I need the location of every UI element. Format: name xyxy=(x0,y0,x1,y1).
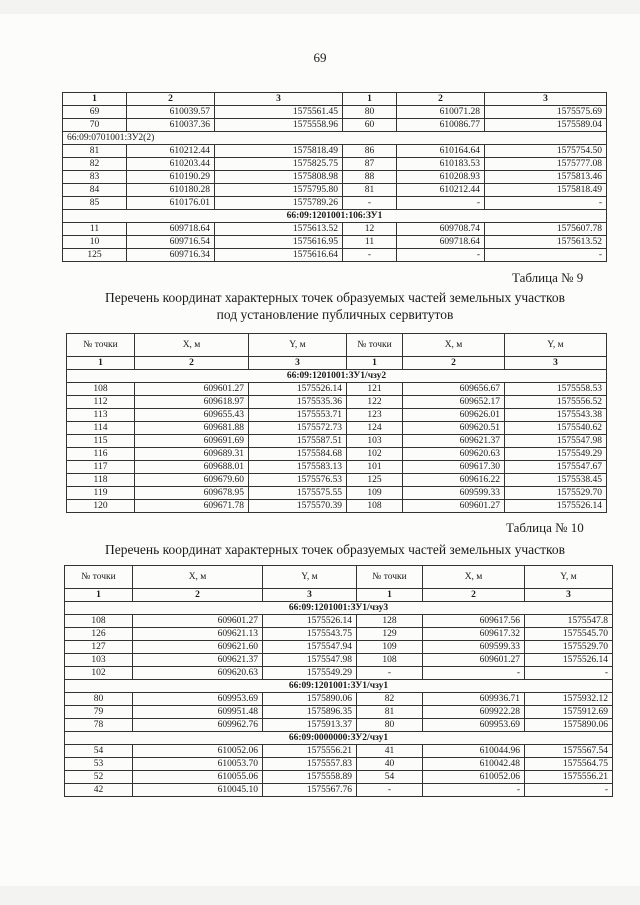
header-cell: X, м xyxy=(133,566,263,589)
table-row xyxy=(67,474,607,487)
header-cell: № точки xyxy=(347,334,403,357)
section-row xyxy=(65,732,613,745)
coordinate-cell: 609601.27 xyxy=(423,654,525,667)
coordinate-cell: 1575529.70 xyxy=(525,641,613,654)
coordinate-cell: 1575583.13 xyxy=(249,461,347,474)
table-row xyxy=(65,693,613,706)
coordinate-cell: - xyxy=(397,249,485,262)
table-row xyxy=(65,628,613,641)
coordinate-cell: 1575576.53 xyxy=(249,474,347,487)
point-number-cell: 42 xyxy=(65,784,133,797)
table-10-title-line1: Перечень координат характерных точек образуемых частей земельных участков xyxy=(104,542,566,557)
coordinate-cell: 610052.06 xyxy=(423,771,525,784)
coordinate-cell: 609679.60 xyxy=(135,474,249,487)
table-9-title xyxy=(40,289,630,323)
table-9-title-line1: Перечень координат характерных точек образуемых частей земельных участков xyxy=(104,290,566,305)
table-row xyxy=(65,706,613,719)
coordinate-cell: 610052.06 xyxy=(133,745,263,758)
coordinate-cell: 609718.64 xyxy=(127,223,215,236)
coordinate-cell: 1575567.54 xyxy=(525,745,613,758)
coordinate-cell: 1575538.45 xyxy=(505,474,607,487)
coordinate-cell: 610212.44 xyxy=(397,184,485,197)
point-number-cell: 102 xyxy=(347,448,403,461)
point-number-cell: 128 xyxy=(357,615,423,628)
coordinate-cell: 609621.60 xyxy=(133,641,263,654)
coordinate-cell: 1575547.98 xyxy=(505,435,607,448)
header-cell: Y, м xyxy=(263,566,357,589)
coordinate-cell: - xyxy=(525,784,613,797)
coordinate-cell: - xyxy=(423,667,525,680)
table-row xyxy=(67,435,607,448)
point-number-cell: 103 xyxy=(65,654,133,667)
coordinate-cell: 1575564.75 xyxy=(525,758,613,771)
table-10-title xyxy=(40,541,630,558)
coordinate-cell: 610208.93 xyxy=(397,171,485,184)
cadastral-number: 66:09:1201001:ЗУ1/чзу1 xyxy=(65,680,613,693)
table-row xyxy=(67,422,607,435)
col-index: 2 xyxy=(403,357,505,370)
table-row xyxy=(67,487,607,500)
cadastral-number: 66:09:0000000:ЗУ2/чзу1 xyxy=(65,732,613,745)
table-row xyxy=(67,409,607,422)
coordinate-cell: 609620.63 xyxy=(403,448,505,461)
point-number-cell: - xyxy=(357,784,423,797)
coordinate-cell: 609953.69 xyxy=(423,719,525,732)
coordinate-cell: 609601.27 xyxy=(133,615,263,628)
coordinate-cell: 1575547.94 xyxy=(263,641,357,654)
coordinate-cell: 609656.67 xyxy=(403,383,505,396)
coordinate-cell: 1575558.53 xyxy=(505,383,607,396)
table-10-label: Таблица № 10 xyxy=(506,520,584,535)
table-row xyxy=(65,667,613,680)
point-number-cell: 82 xyxy=(63,158,127,171)
coordinate-cell: 1575613.52 xyxy=(485,236,607,249)
table-row xyxy=(65,745,613,758)
coordinate-cell: 1575890.06 xyxy=(525,719,613,732)
cadastral-number: 66:09:0701001:ЗУ2(2) xyxy=(63,132,607,145)
table-row xyxy=(63,171,607,184)
coordinate-cell: 1575616.64 xyxy=(215,249,343,262)
coordinate-cell: 1575526.14 xyxy=(249,383,347,396)
table-row xyxy=(63,119,607,132)
point-number-cell: 114 xyxy=(67,422,135,435)
section-row xyxy=(65,680,613,693)
point-number-cell: 126 xyxy=(65,628,133,641)
col-index: 1 xyxy=(65,589,133,602)
coordinate-cell: 609962.76 xyxy=(133,719,263,732)
coordinate-cell: 609621.13 xyxy=(133,628,263,641)
point-number-cell: 119 xyxy=(67,487,135,500)
table-row xyxy=(65,771,613,784)
coordinate-cell: 1575535.36 xyxy=(249,396,347,409)
coordinate-cell: 609652.17 xyxy=(403,396,505,409)
point-number-cell: 115 xyxy=(67,435,135,448)
col-index: 3 xyxy=(263,589,357,602)
coordinate-cell: 610190.29 xyxy=(127,171,215,184)
coordinate-cell: 609688.01 xyxy=(135,461,249,474)
header-cell: Y, м xyxy=(505,334,607,357)
point-number-cell: 12 xyxy=(343,223,397,236)
col-index: 2 xyxy=(133,589,263,602)
coordinate-cell: 609621.37 xyxy=(133,654,263,667)
header-cell: № точки xyxy=(65,566,133,589)
col-index: 2 xyxy=(127,93,215,106)
coordinate-cell: 1575754.50 xyxy=(485,145,607,158)
coordinate-cell: - xyxy=(423,784,525,797)
coordinate-cell: 610044.96 xyxy=(423,745,525,758)
section-row xyxy=(65,602,613,615)
point-number-cell: 102 xyxy=(65,667,133,680)
table-row xyxy=(63,106,607,119)
coordinate-cell: 609922.28 xyxy=(423,706,525,719)
coordinate-cell: - xyxy=(397,197,485,210)
header-cell: Y, м xyxy=(249,334,347,357)
coordinate-cell: 610180.28 xyxy=(127,184,215,197)
point-number-cell: 84 xyxy=(63,184,127,197)
point-number-cell: - xyxy=(343,249,397,262)
column-index-row xyxy=(63,93,607,106)
coordinate-cell: 609617.30 xyxy=(403,461,505,474)
coordinate-cell: 1575890.06 xyxy=(263,693,357,706)
point-number-cell: 81 xyxy=(63,145,127,158)
coordinate-cell: 1575543.38 xyxy=(505,409,607,422)
table-row xyxy=(63,145,607,158)
header-cell: № точки xyxy=(67,334,135,357)
column-index-row xyxy=(65,589,613,602)
coordinate-cell: 1575540.62 xyxy=(505,422,607,435)
coordinate-cell: 1575613.52 xyxy=(215,223,343,236)
coordinate-cell: 1575896.35 xyxy=(263,706,357,719)
table-9-label: Таблица № 9 xyxy=(512,270,584,285)
table-row xyxy=(65,784,613,797)
coordinate-cell: 609621.37 xyxy=(403,435,505,448)
header-cell: X, м xyxy=(423,566,525,589)
page-number: 69 xyxy=(313,50,327,65)
point-number-cell: 10 xyxy=(63,236,127,249)
coordinate-cell: 609716.34 xyxy=(127,249,215,262)
coordinate-cell: 609599.33 xyxy=(423,641,525,654)
coordinate-cell: 1575526.14 xyxy=(505,500,607,513)
col-index: 3 xyxy=(485,93,607,106)
coordinate-cell: 609716.54 xyxy=(127,236,215,249)
table-row xyxy=(67,461,607,474)
coordinate-cell: 1575557.83 xyxy=(263,758,357,771)
point-number-cell: 120 xyxy=(67,500,135,513)
coordinate-cell: 609671.78 xyxy=(135,500,249,513)
point-number-cell: 108 xyxy=(65,615,133,628)
point-number-cell: 69 xyxy=(63,106,127,119)
col-index: 3 xyxy=(525,589,613,602)
coordinate-cell: 610045.10 xyxy=(133,784,263,797)
table-row xyxy=(63,197,607,210)
point-number-cell: 88 xyxy=(343,171,397,184)
point-number-cell: 40 xyxy=(357,758,423,771)
header-row xyxy=(65,566,613,589)
col-index: 3 xyxy=(505,357,607,370)
coordinate-cell: 609936.71 xyxy=(423,693,525,706)
coordinate-cell: 610071.28 xyxy=(397,106,485,119)
point-number-cell: - xyxy=(343,197,397,210)
table-10 xyxy=(64,565,613,797)
coordinate-cell: 1575549.29 xyxy=(263,667,357,680)
table-row xyxy=(67,396,607,409)
point-number-cell: 124 xyxy=(347,422,403,435)
point-number-cell: 82 xyxy=(357,693,423,706)
point-number-cell: 117 xyxy=(67,461,135,474)
header-row xyxy=(67,334,607,357)
point-number-cell: 80 xyxy=(65,693,133,706)
coordinate-cell: 1575567.76 xyxy=(263,784,357,797)
coordinate-cell: 1575813.46 xyxy=(485,171,607,184)
cadastral-number: 66:09:1201001:ЗУ1/чзу3 xyxy=(65,602,613,615)
point-number-cell: 70 xyxy=(63,119,127,132)
point-number-cell: 81 xyxy=(343,184,397,197)
coordinate-cell: 610203.44 xyxy=(127,158,215,171)
coordinate-cell: 610176.01 xyxy=(127,197,215,210)
header-cell: X, м xyxy=(135,334,249,357)
table-row xyxy=(67,448,607,461)
table-row xyxy=(65,641,613,654)
coordinate-cell: 1575912.69 xyxy=(525,706,613,719)
coordinate-cell: 1575547.98 xyxy=(263,654,357,667)
point-number-cell: 53 xyxy=(65,758,133,771)
coordinate-cell: 609689.31 xyxy=(135,448,249,461)
coordinate-cell: 1575561.45 xyxy=(215,106,343,119)
point-number-cell: 103 xyxy=(347,435,403,448)
coordinate-cell: 1575589.04 xyxy=(485,119,607,132)
point-number-cell: 125 xyxy=(347,474,403,487)
coordinate-cell: 1575526.14 xyxy=(263,615,357,628)
coordinate-cell: 609655.43 xyxy=(135,409,249,422)
coordinate-cell: 1575570.39 xyxy=(249,500,347,513)
coordinate-cell: 1575556.21 xyxy=(263,745,357,758)
coordinate-cell: 1575547.8 xyxy=(525,615,613,628)
table-row xyxy=(65,615,613,628)
coordinate-cell: - xyxy=(485,249,607,262)
coordinate-cell: 1575556.52 xyxy=(505,396,607,409)
coordinate-cell: 609678.95 xyxy=(135,487,249,500)
col-index: 1 xyxy=(343,93,397,106)
cadastral-number: 66:09:1201001:ЗУ1/чзу2 xyxy=(67,370,607,383)
coordinate-cell: 1575818.49 xyxy=(215,145,343,158)
point-number-cell: 129 xyxy=(357,628,423,641)
point-number-cell: 54 xyxy=(357,771,423,784)
point-number-cell: 52 xyxy=(65,771,133,784)
coordinate-cell: 1575529.70 xyxy=(505,487,607,500)
coordinate-cell: 1575795.80 xyxy=(215,184,343,197)
coordinate-cell: - xyxy=(525,667,613,680)
column-index-row xyxy=(67,357,607,370)
point-number-cell: 125 xyxy=(63,249,127,262)
point-number-cell: 81 xyxy=(357,706,423,719)
section-row xyxy=(67,370,607,383)
point-number-cell: 108 xyxy=(357,654,423,667)
point-number-cell: 80 xyxy=(357,719,423,732)
coordinate-cell: 610042.48 xyxy=(423,758,525,771)
table-row xyxy=(63,223,607,236)
point-number-cell: 11 xyxy=(343,236,397,249)
point-number-cell: 127 xyxy=(65,641,133,654)
point-number-cell: 80 xyxy=(343,106,397,119)
coordinate-cell: 1575549.29 xyxy=(505,448,607,461)
coordinate-cell: 1575789.26 xyxy=(215,197,343,210)
col-index: 2 xyxy=(135,357,249,370)
col-index: 1 xyxy=(67,357,135,370)
point-number-cell: 123 xyxy=(347,409,403,422)
point-number-cell: 108 xyxy=(67,383,135,396)
coordinate-cell: 610183.53 xyxy=(397,158,485,171)
coordinate-cell: 1575616.95 xyxy=(215,236,343,249)
coordinate-cell: 609691.69 xyxy=(135,435,249,448)
col-index: 1 xyxy=(347,357,403,370)
point-number-cell: 78 xyxy=(65,719,133,732)
point-number-cell: 60 xyxy=(343,119,397,132)
table-9 xyxy=(66,333,607,513)
point-number-cell: 109 xyxy=(347,487,403,500)
coordinate-cell: 609618.97 xyxy=(135,396,249,409)
coordinate-cell: 609681.88 xyxy=(135,422,249,435)
point-number-cell: 41 xyxy=(357,745,423,758)
point-number-cell: 112 xyxy=(67,396,135,409)
col-index: 3 xyxy=(249,357,347,370)
coordinate-cell: 609599.33 xyxy=(403,487,505,500)
col-index: 3 xyxy=(215,93,343,106)
coordinate-cell: 1575558.96 xyxy=(215,119,343,132)
point-number-cell: 85 xyxy=(63,197,127,210)
point-number-cell: 87 xyxy=(343,158,397,171)
coordinate-cell: 610086.77 xyxy=(397,119,485,132)
coordinate-cell: 610039.57 xyxy=(127,106,215,119)
coordinate-cell: 1575818.49 xyxy=(485,184,607,197)
coordinate-cell: 1575572.73 xyxy=(249,422,347,435)
coordinate-cell: - xyxy=(485,197,607,210)
point-number-cell: - xyxy=(357,667,423,680)
coordinate-cell: 609718.64 xyxy=(397,236,485,249)
col-index: 2 xyxy=(397,93,485,106)
col-index: 1 xyxy=(357,589,423,602)
coordinate-cell: 1575825.75 xyxy=(215,158,343,171)
coordinate-cell: 609951.48 xyxy=(133,706,263,719)
table-row xyxy=(65,654,613,667)
coordinate-cell: 1575607.78 xyxy=(485,223,607,236)
coordinate-cell: 1575556.21 xyxy=(525,771,613,784)
coordinate-cell: 610037.36 xyxy=(127,119,215,132)
section-row xyxy=(63,210,607,223)
coordinate-cell: 609708.74 xyxy=(397,223,485,236)
point-number-cell: 118 xyxy=(67,474,135,487)
point-number-cell: 79 xyxy=(65,706,133,719)
header-cell: Y, м xyxy=(525,566,613,589)
point-number-cell: 108 xyxy=(347,500,403,513)
coordinate-cell: 1575545.70 xyxy=(525,628,613,641)
col-index: 2 xyxy=(423,589,525,602)
point-number-cell: 54 xyxy=(65,745,133,758)
coordinate-cell: 610055.06 xyxy=(133,771,263,784)
coordinate-cell: 609620.51 xyxy=(403,422,505,435)
point-number-cell: 83 xyxy=(63,171,127,184)
coordinate-cell: 1575584.68 xyxy=(249,448,347,461)
coordinate-cell: 1575808.98 xyxy=(215,171,343,184)
coordinate-cell: 1575575.55 xyxy=(249,487,347,500)
table-row xyxy=(65,758,613,771)
table-9-title-line2: под установление публичных сервитутов xyxy=(216,307,454,322)
coordinate-cell: 609617.32 xyxy=(423,628,525,641)
coordinate-cell: 609601.27 xyxy=(403,500,505,513)
coordinate-cell: 609617.56 xyxy=(423,615,525,628)
coordinate-cell: 1575553.71 xyxy=(249,409,347,422)
table-row xyxy=(63,236,607,249)
coordinate-cell: 610053.70 xyxy=(133,758,263,771)
section-row xyxy=(63,132,607,145)
point-number-cell: 121 xyxy=(347,383,403,396)
coordinate-cell: 1575575.69 xyxy=(485,106,607,119)
cadastral-number: 66:09:1201001:106:ЗУ1 xyxy=(63,210,607,223)
coordinate-cell: 1575558.89 xyxy=(263,771,357,784)
coordinate-cell: 1575526.14 xyxy=(525,654,613,667)
coordinate-cell: 609953.69 xyxy=(133,693,263,706)
point-number-cell: 11 xyxy=(63,223,127,236)
coordinate-cell: 1575547.67 xyxy=(505,461,607,474)
coordinate-cell: 610164.64 xyxy=(397,145,485,158)
coordinate-cell: 1575587.51 xyxy=(249,435,347,448)
coordinate-cell: 1575932.12 xyxy=(525,693,613,706)
point-number-cell: 116 xyxy=(67,448,135,461)
coordinates-table-continued xyxy=(62,92,607,262)
header-cell: № точки xyxy=(357,566,423,589)
coordinate-cell: 609626.01 xyxy=(403,409,505,422)
coordinate-cell: 609620.63 xyxy=(133,667,263,680)
coordinate-cell: 1575543.75 xyxy=(263,628,357,641)
table-row xyxy=(65,719,613,732)
table-row xyxy=(63,158,607,171)
coordinate-cell: 1575777.08 xyxy=(485,158,607,171)
point-number-cell: 86 xyxy=(343,145,397,158)
coordinate-cell: 610212.44 xyxy=(127,145,215,158)
header-cell: X, м xyxy=(403,334,505,357)
coordinate-cell: 609601.27 xyxy=(135,383,249,396)
point-number-cell: 122 xyxy=(347,396,403,409)
table-row xyxy=(67,383,607,396)
col-index: 1 xyxy=(63,93,127,106)
point-number-cell: 101 xyxy=(347,461,403,474)
table-row xyxy=(67,500,607,513)
table-row xyxy=(63,184,607,197)
point-number-cell: 109 xyxy=(357,641,423,654)
table-row xyxy=(63,249,607,262)
coordinate-cell: 609616.22 xyxy=(403,474,505,487)
coordinate-cell: 1575913.37 xyxy=(263,719,357,732)
point-number-cell: 113 xyxy=(67,409,135,422)
